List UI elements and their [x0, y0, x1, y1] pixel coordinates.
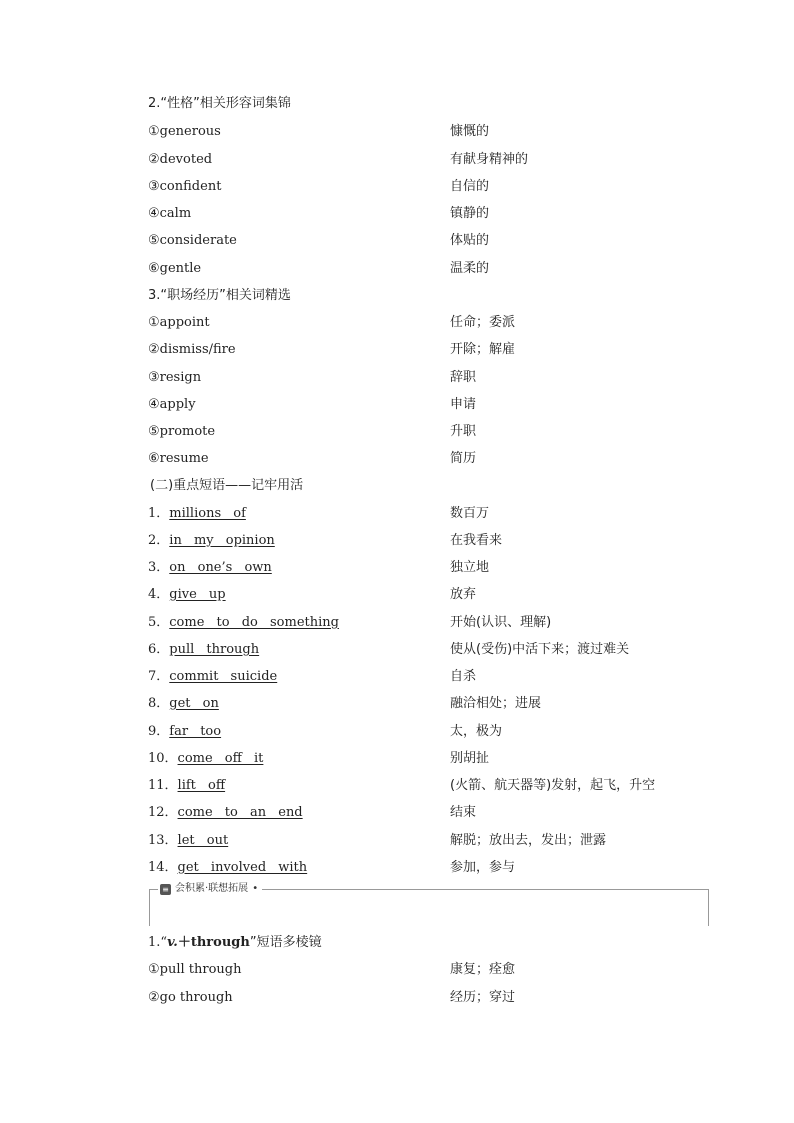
box-label: ≡ 会积累·联想拓展 •: [158, 882, 262, 896]
phrase-row: 7．commit suicide 自杀: [148, 669, 477, 684]
list-item: ③resign 辞职: [148, 370, 477, 385]
phrase-row: 5．come to do something 开始(认识、理解): [148, 615, 552, 630]
list-item: ⑥resume 简历: [148, 451, 477, 466]
phrase-row: 4．give up 放弃: [148, 587, 477, 602]
phrase-row: 10．come off it 别胡扯: [148, 751, 490, 766]
phrase-row: 2．in my opinion 在我看来: [148, 533, 503, 548]
through-heading: 1.“v.＋through”短语多棱镜: [148, 935, 322, 950]
list-item: ⑥gentle 温柔的: [148, 261, 490, 276]
phrases-heading: (二)重点短语——记牢用活: [150, 478, 304, 493]
phrase-row: 3．on one’s own 独立地: [148, 560, 490, 575]
list-item: ②go through 经历；穿过: [148, 990, 516, 1005]
list-item: ①generous 慷慨的: [148, 124, 490, 139]
list-item: ⑤considerate 体贴的: [148, 233, 490, 248]
list-item: ④apply 申请: [148, 397, 477, 412]
section-3-heading: 3.“职场经历”相关词精选: [148, 288, 291, 303]
phrase-row: 12．come to an end 结束: [148, 805, 477, 820]
list-item: ①appoint 任命；委派: [148, 315, 516, 330]
phrase-row: 9．far too 太，极为: [148, 724, 503, 739]
phrase-row: 1．millions of 数百万: [148, 506, 490, 521]
phrase-row: 13．let out 解脱；放出去，发出；泄露: [148, 833, 607, 848]
dot-icon: •: [252, 883, 259, 894]
list-icon: ≡: [160, 884, 171, 895]
phrase-row: 8．get on 融洽相处；进展: [148, 696, 542, 711]
list-item: ①pull through 康复；痊愈: [148, 962, 516, 977]
section-2-heading: 2.“性格”相关形容词集锦: [148, 96, 291, 111]
phrase-row: 6．pull through 使从(受伤)中活下来；渡过难关: [148, 642, 630, 657]
list-item: ③confident 自信的: [148, 179, 490, 194]
phrase-row: 11．lift off (火箭、航天器等)发射，起飞，升空: [148, 778, 656, 793]
list-item: ②dismiss/fire 开除；解雇: [148, 342, 516, 357]
list-item: ⑤promote 升职: [148, 424, 477, 439]
list-item: ②devoted 有献身精神的: [148, 152, 529, 167]
phrase-row: 14．get involved with 参加，参与: [148, 860, 516, 875]
list-item: ④calm 镇静的: [148, 206, 490, 221]
